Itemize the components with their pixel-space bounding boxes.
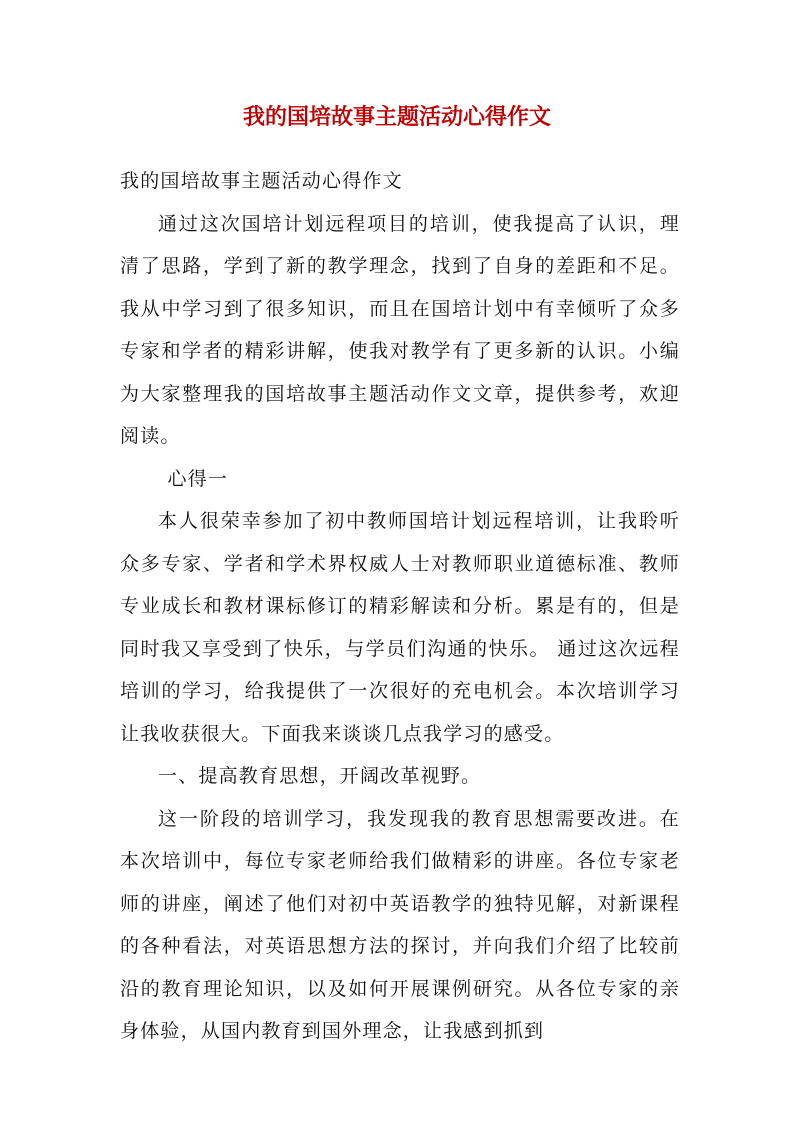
paragraph-intro: 通过这次国培计划远程项目的培训，使我提高了认识，理清了思路，学到了新的教学理念，找到了自身的差距和不足。我从中学习到了很多知识，而且在国培计划中有幸倾听了众多专家和学者的精彩讲解，使我对教学有了更多新的认识。小编为大家整理我的国培故事主题活动作文文章，提供参考，欢迎阅读。 bbox=[120, 212, 680, 447]
paragraph-subheading-1: 这一阶段的培训学习，我发现我的教育思想需要改进。在本次培训中，每位专家老师给我们做精彩的讲座。各位专家老师的讲座，阐述了他们对初中英语教学的独特见解，对新课程的各种看法，对英语思想方法的探讨，并向我们介绍了比较前沿的教育理论知识，以及如何开展课例研究。从各位专家的亲身体验，从国内教育到国外理念，让我感到抓到 bbox=[120, 807, 680, 1042]
page-title: 我的国培故事主题活动心得作文 bbox=[242, 104, 551, 130]
section-heading-xinde-1: 心得一 bbox=[167, 467, 229, 490]
paragraph-xinde-1: 本人很荣幸参加了初中教师国培计划远程培训，让我聆听众多专家、学者和学术界权威人士对教师职业道德标准、教师专业成长和教材课标修订的精彩解读和分析。累是有的，但是同时我又享受到了快乐，与学员们沟通的快乐。 通过这次远程培训的学习，给我提供了一次很好的充电机会。本次培训学习让我收获很大。下面我来谈谈几点我学习的感受。 bbox=[120, 510, 680, 745]
document-body bbox=[120, 160, 680, 1053]
document-subtitle: 我的国培故事主题活动心得作文 bbox=[120, 170, 403, 192]
subheading-1: 一、提高教育思想，开阔改革视野。 bbox=[158, 765, 482, 787]
